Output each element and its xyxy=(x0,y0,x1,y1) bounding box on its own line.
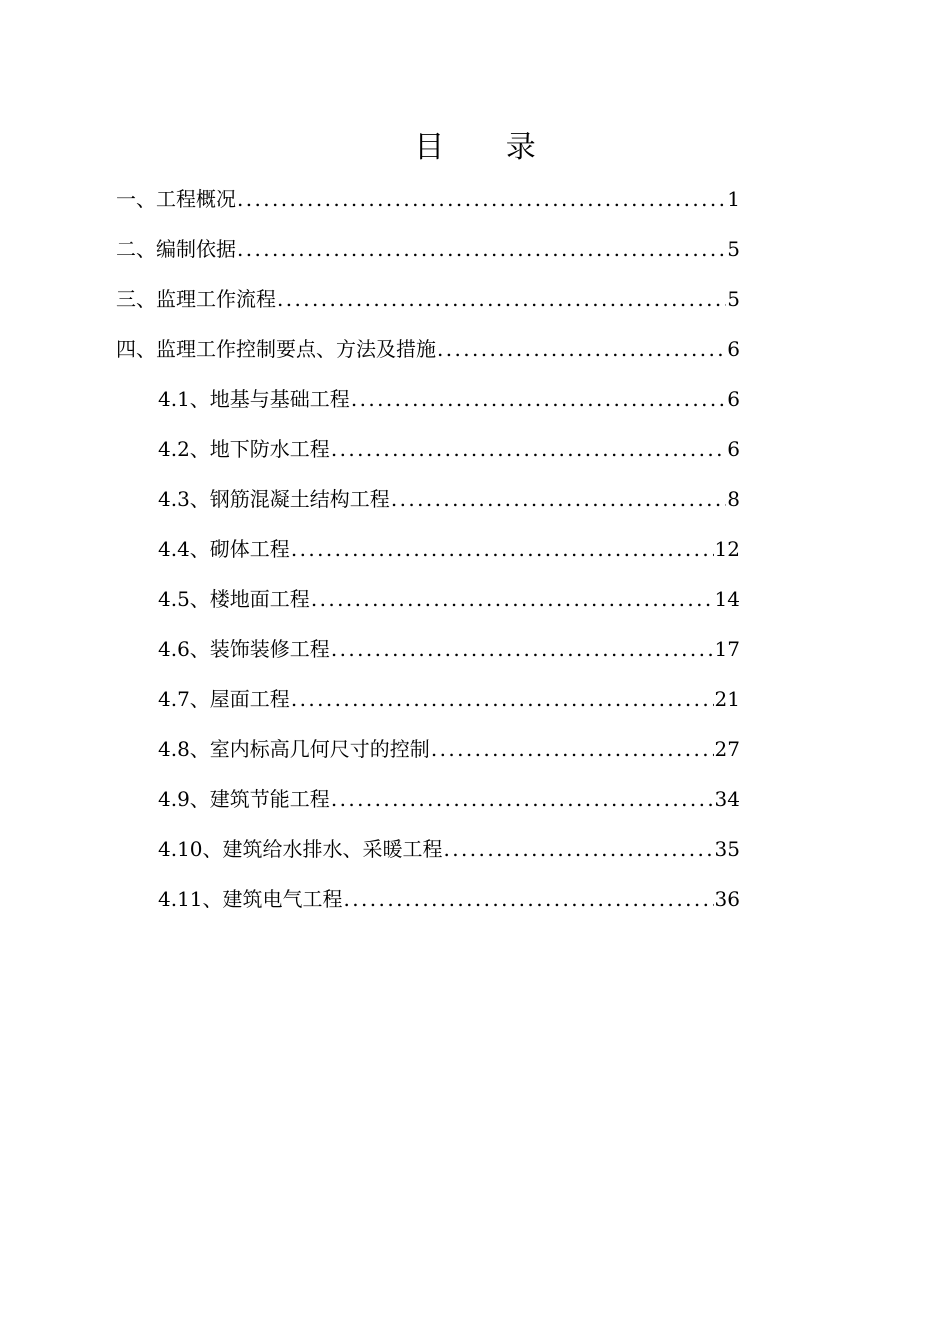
toc-entry-label: 三、监理工作流程 xyxy=(116,287,276,311)
toc-leader-dots xyxy=(277,279,726,319)
toc-entry[interactable] xyxy=(116,174,740,224)
toc-leader-dots xyxy=(331,779,714,819)
toc-entry-page: 36 xyxy=(714,887,740,911)
toc-entry-page: 6 xyxy=(727,437,740,461)
toc-entry-page: 6 xyxy=(727,337,740,361)
toc-entry-label: 4.7、屋面工程 xyxy=(158,687,290,711)
toc-entry-page: 5 xyxy=(727,237,740,261)
toc-subentry[interactable] xyxy=(116,774,740,824)
toc-entry-label: 4.2、地下防水工程 xyxy=(158,437,330,461)
toc-entry-page: 8 xyxy=(727,487,740,511)
toc-leader-dots xyxy=(311,579,714,619)
toc-entry[interactable] xyxy=(116,274,740,324)
toc-entry-page: 27 xyxy=(714,737,740,761)
toc-leader-dots xyxy=(291,679,714,719)
toc-subentry[interactable] xyxy=(116,574,740,624)
toc-subentry[interactable] xyxy=(116,874,740,924)
table-of-contents xyxy=(116,174,740,924)
toc-entry[interactable] xyxy=(116,224,740,274)
toc-leader-dots xyxy=(344,879,714,919)
toc-leader-dots xyxy=(437,329,726,369)
toc-entry-page: 35 xyxy=(714,837,740,861)
toc-entry-label: 4.1、地基与基础工程 xyxy=(158,387,350,411)
toc-leader-dots xyxy=(431,729,714,769)
toc-entry-label: 4.8、室内标高几何尺寸的控制 xyxy=(158,737,430,761)
page-title: 目 录 xyxy=(414,130,562,165)
toc-subentry[interactable] xyxy=(116,724,740,774)
toc-entry-label: 4.3、钢筋混凝土结构工程 xyxy=(158,487,390,511)
toc-leader-dots xyxy=(237,229,726,269)
toc-entry-label: 4.10、建筑给水排水、采暖工程 xyxy=(158,837,443,861)
toc-entry-page: 6 xyxy=(727,387,740,411)
toc-subentry[interactable] xyxy=(116,824,740,874)
toc-entry-label: 二、编制依据 xyxy=(116,237,236,261)
toc-entry-page: 21 xyxy=(714,687,740,711)
toc-leader-dots xyxy=(444,829,714,869)
toc-entry[interactable] xyxy=(116,324,740,374)
toc-subentry[interactable] xyxy=(116,474,740,524)
toc-leader-dots xyxy=(237,179,726,219)
toc-entry-label: 4.11、建筑电气工程 xyxy=(158,887,343,911)
toc-leader-dots xyxy=(291,529,714,569)
toc-entry-label: 一、工程概况 xyxy=(116,187,236,211)
toc-subentry[interactable] xyxy=(116,674,740,724)
toc-leader-dots xyxy=(351,379,726,419)
toc-entry-page: 1 xyxy=(727,187,740,211)
toc-entry-label: 四、监理工作控制要点、方法及措施 xyxy=(116,337,436,361)
toc-leader-dots xyxy=(331,629,714,669)
toc-entry-label: 4.4、砌体工程 xyxy=(158,537,290,561)
toc-entry-label: 4.9、建筑节能工程 xyxy=(158,787,330,811)
toc-entry-page: 17 xyxy=(714,637,740,661)
toc-subentry[interactable] xyxy=(116,424,740,474)
toc-entry-label: 4.5、楼地面工程 xyxy=(158,587,310,611)
toc-subentry[interactable] xyxy=(116,624,740,674)
toc-leader-dots xyxy=(391,479,726,519)
toc-entry-page: 34 xyxy=(714,787,740,811)
toc-entry-page: 12 xyxy=(714,537,740,561)
toc-subentry[interactable] xyxy=(116,524,740,574)
toc-entry-label: 4.6、装饰装修工程 xyxy=(158,637,330,661)
toc-subentry[interactable] xyxy=(116,374,740,424)
toc-entry-page: 14 xyxy=(714,587,740,611)
toc-entry-page: 5 xyxy=(727,287,740,311)
toc-leader-dots xyxy=(331,429,726,469)
